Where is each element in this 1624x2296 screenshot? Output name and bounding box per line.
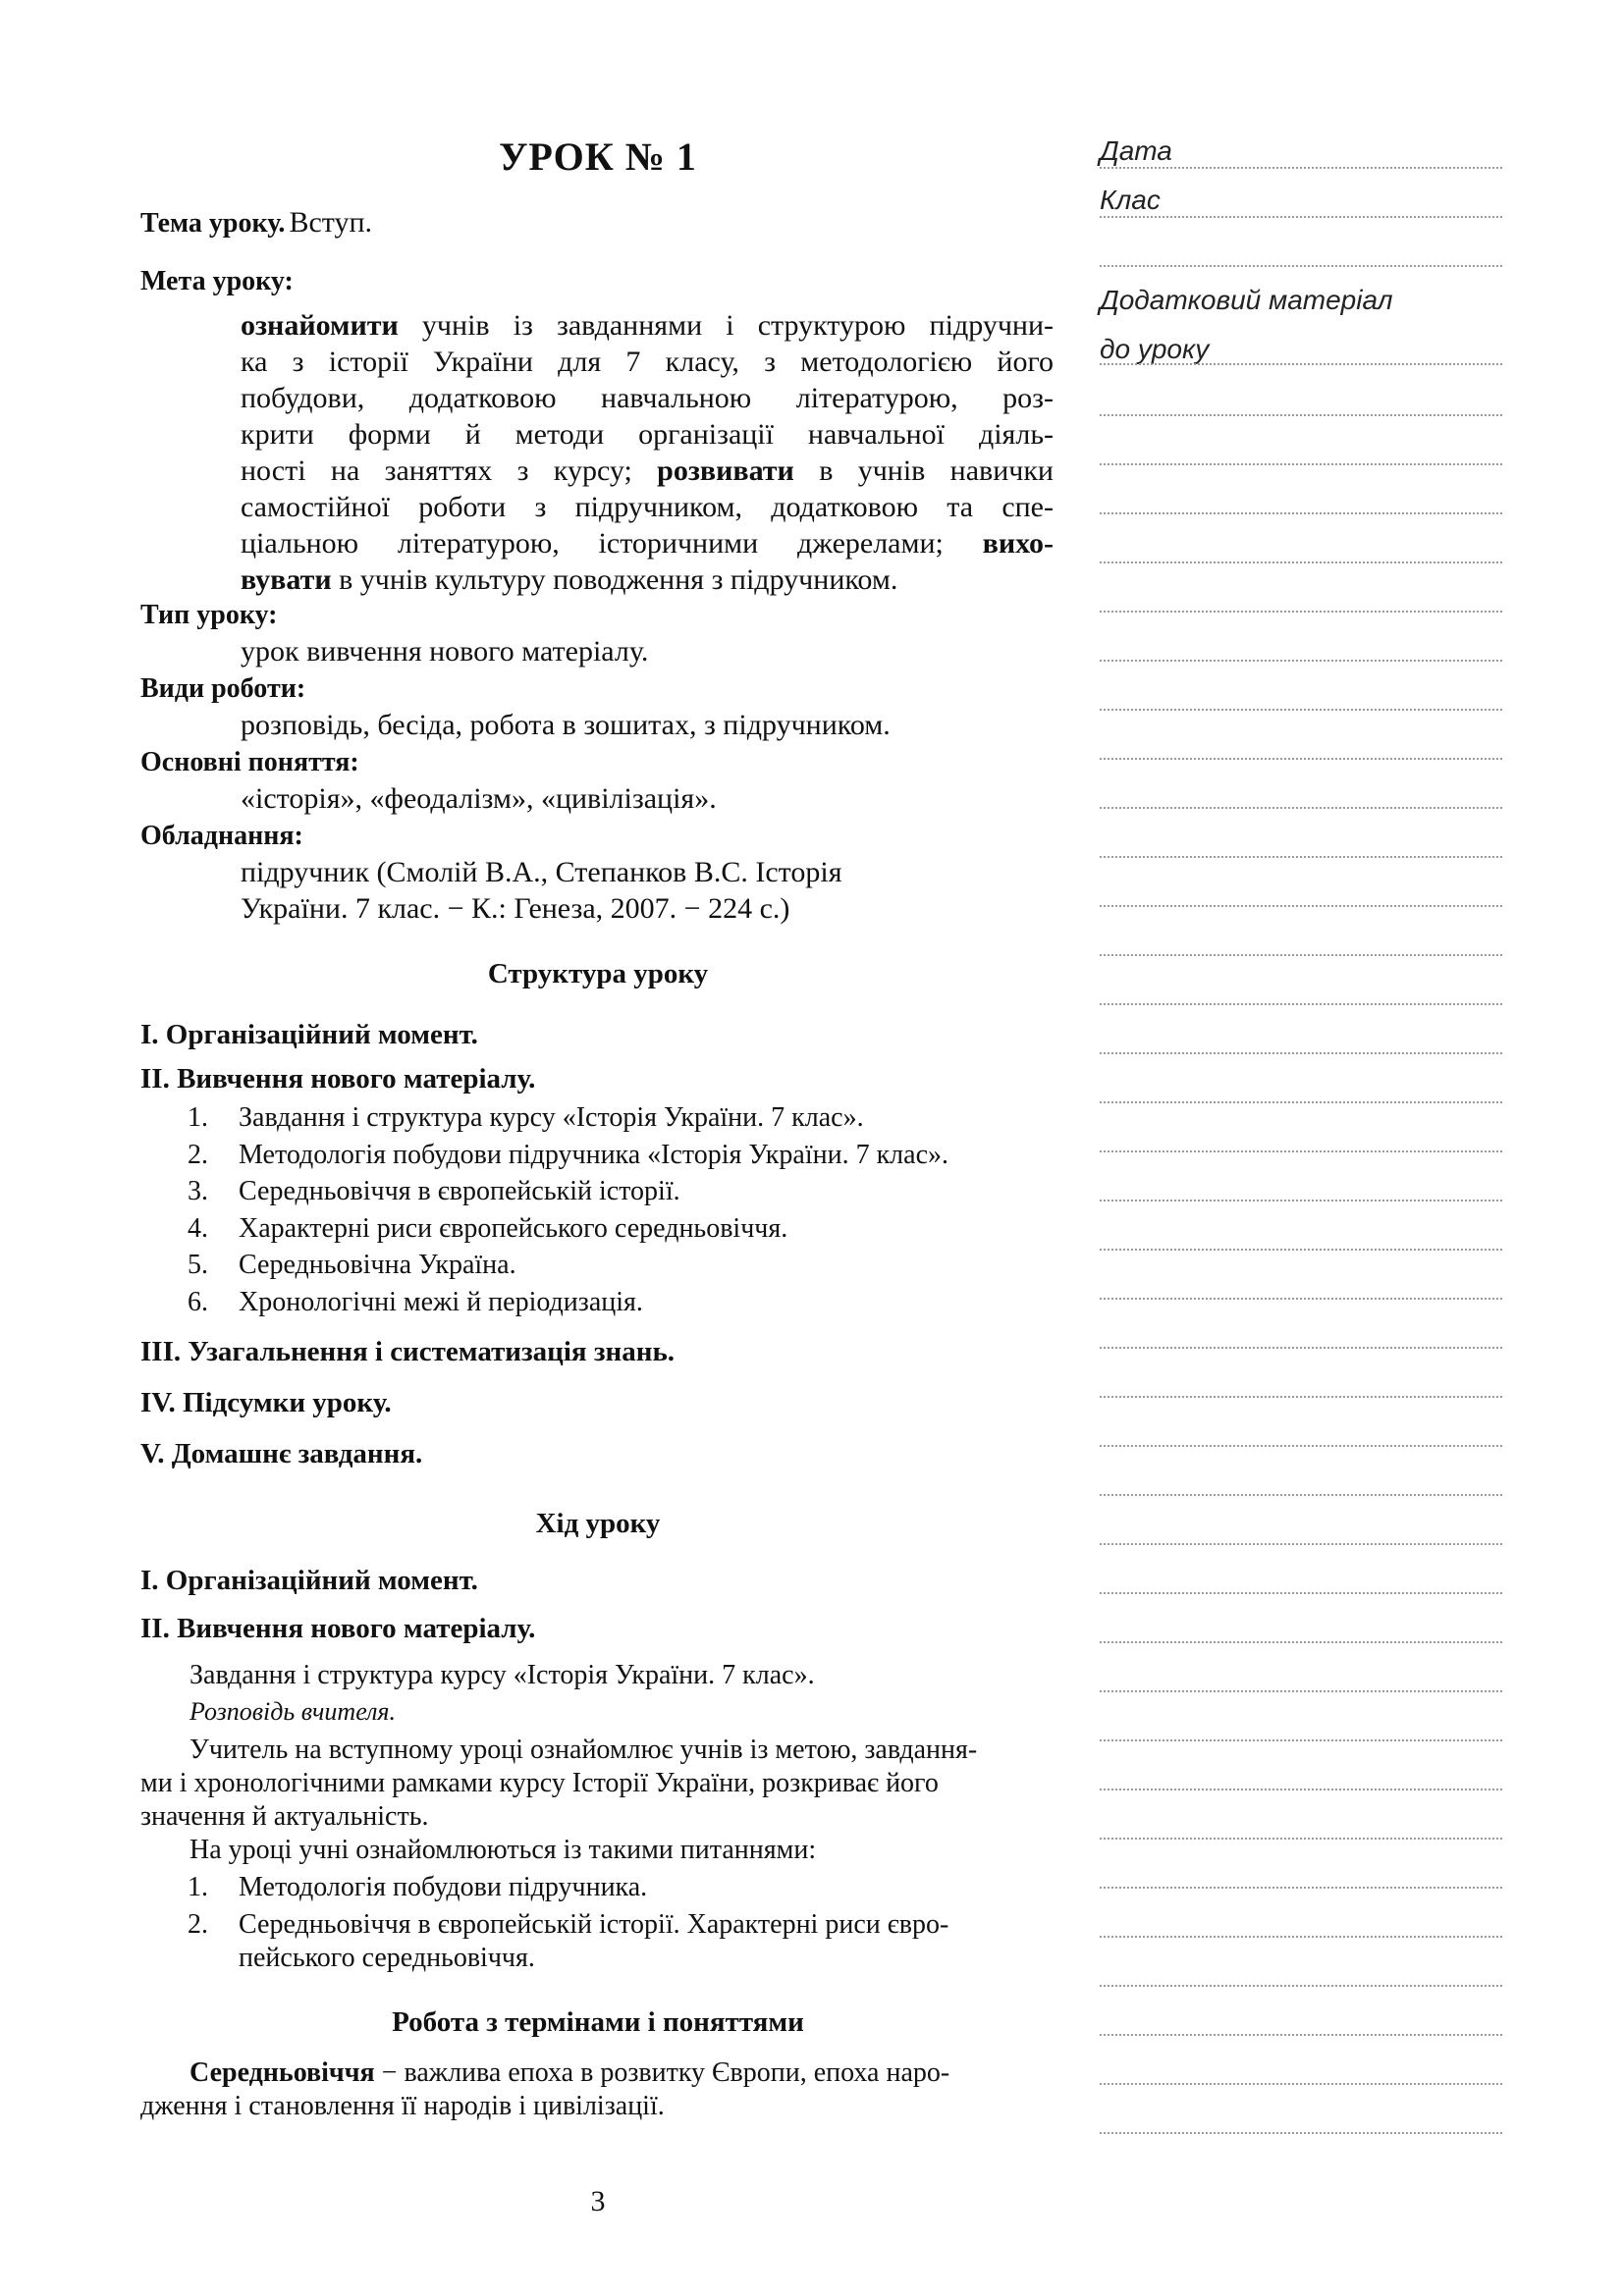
para-1-line-1: Учитель на вступному уроці ознайомлює учнів із метою, завдання- <box>189 1735 978 1765</box>
equipment-line-1: підручник (Смолій В.А., Степанков В.С. Історія <box>241 856 842 888</box>
class-label: Клас <box>1100 185 1161 215</box>
structure-item-text: Характерні риси європейського середньовіччя. <box>239 1212 788 1244</box>
notes-line <box>1100 1150 1502 1152</box>
notes-line <box>1100 2132 1502 2134</box>
notes-line <box>1100 611 1502 613</box>
notes-line <box>1100 905 1502 907</box>
structure-step-5: V. Домашнє завдання. <box>140 1438 423 1469</box>
goal-line <box>241 453 1054 489</box>
notes-line <box>1100 758 1502 760</box>
structure-item-text: Середньовічна Україна. <box>239 1250 516 1280</box>
work-value: розповідь, бесіда, робота в зошитах, з підручником. <box>241 709 891 741</box>
topic-label: Тема уроку. <box>140 208 286 239</box>
extra-material-label-1: Додатковий матеріал <box>1100 285 1393 315</box>
goal-keyword: вувати <box>241 563 332 596</box>
type-label: Тип уроку: <box>140 600 278 630</box>
notes-line <box>1100 2034 1502 2036</box>
notes-line <box>1100 561 1502 563</box>
notes-line <box>1100 1200 1502 1201</box>
work-label: Види роботи: <box>140 673 306 704</box>
notes-line <box>1100 1396 1502 1398</box>
notes-line <box>1100 1003 1502 1005</box>
notes-line <box>1100 1887 1502 1889</box>
teacher-story-label: Розповідь вчителя. <box>189 1697 397 1726</box>
notes-line <box>1100 1543 1502 1545</box>
notes-line <box>1100 167 1502 169</box>
notes-line <box>1100 1494 1502 1496</box>
page-number: 3 <box>590 2185 606 2217</box>
goal-keyword: вихо- <box>982 527 1054 560</box>
structure-step-3: III. Узагальнення і систематизація знань. <box>140 1336 676 1367</box>
structure-step-4: IV. Підсумки уроку. <box>140 1387 392 1418</box>
notes-line <box>1100 1838 1502 1840</box>
structure-item-text: Завдання і структура курсу «Історія України. 7 клас». <box>239 1102 864 1133</box>
equipment-label: Обладнання: <box>140 821 303 851</box>
goal-line <box>241 380 1054 416</box>
concepts-value: «історія», «феодалізм», «цивілізація». <box>241 782 717 815</box>
structure-step-2: II. Вивчення нового матеріалу. <box>140 1063 536 1095</box>
goal-text <box>241 307 1054 598</box>
notes-line <box>1100 1101 1502 1103</box>
structure-item-number: 6. <box>188 1286 208 1317</box>
structure-item-number: 2. <box>188 1139 208 1170</box>
question-2-line-2: пейського середньовіччя. <box>239 1943 535 1973</box>
goal-line <box>241 416 1054 453</box>
type-value: урок вивчення нового матеріалу. <box>241 635 649 667</box>
goal-line <box>241 489 1054 525</box>
notes-line <box>1100 414 1502 416</box>
notes-line <box>1100 1445 1502 1447</box>
course-heading: Хід уроку <box>535 1508 661 1539</box>
question-1: Методологія побудови підручника. <box>239 1872 648 1902</box>
goal-line <box>241 525 1054 561</box>
goal-keyword: розвивати <box>657 454 794 487</box>
topic-row <box>140 204 372 243</box>
notes-line <box>1100 2083 1502 2085</box>
goal-label: Мета уроку: <box>140 266 294 296</box>
notes-line <box>1100 1789 1502 1790</box>
notes-line <box>1100 363 1502 365</box>
structure-item-number: 3. <box>188 1176 208 1206</box>
structure-item-number: 4. <box>188 1212 208 1244</box>
notes-line <box>1100 1249 1502 1251</box>
term-definition-line-1 <box>189 2056 949 2090</box>
structure-item-number: 5. <box>188 1250 208 1280</box>
notes-line <box>1100 660 1502 662</box>
concepts-label: Основні поняття: <box>140 747 359 777</box>
notes-line <box>1100 1985 1502 1987</box>
goal-line <box>241 561 1054 598</box>
equipment-line-2: України. 7 клас. − К.: Генеза, 2007. − 224 с.) <box>241 892 790 925</box>
goal-text-run: побудови, додатковою навчальною літературою, роз- <box>241 382 1054 414</box>
notes-line <box>1100 1690 1502 1692</box>
goal-text-run: учнів із завданнями і структурою підручни- <box>398 309 1054 342</box>
goal-text-run: в учнів культуру поводження з підручником. <box>331 563 898 596</box>
notes-line <box>1100 463 1502 465</box>
notes-line <box>1100 512 1502 514</box>
date-label: Дата <box>1100 135 1172 166</box>
structure-step-1: I. Організаційний момент. <box>140 1019 478 1050</box>
structure-item-text: Хронологічні межі й періодизація. <box>239 1286 643 1317</box>
goal-text-run: ності на заняттях з курсу; <box>241 454 658 487</box>
course-step-1: I. Організаційний момент. <box>140 1565 478 1596</box>
question-1-number: 1. <box>188 1872 208 1902</box>
goal-keyword: ознайомити <box>241 309 399 342</box>
notes-line <box>1100 1641 1502 1643</box>
question-2-line-1: Середньовіччя в європейській історії. Характерні риси євро- <box>239 1909 949 1940</box>
para-2: На уроці учні ознайомлюються із такими питаннями: <box>189 1835 817 1865</box>
goal-line <box>241 307 1054 344</box>
structure-item-text: Методологія побудови підручника «Історія України. 7 клас». <box>239 1139 949 1170</box>
notes-line <box>1100 856 1502 858</box>
course-subtopic: Завдання і структура курсу «Історія України. 7 клас». <box>189 1660 815 1690</box>
notes-line <box>1100 1592 1502 1594</box>
extra-material-label-2: до уроку <box>1100 334 1210 364</box>
notes-line <box>1100 807 1502 809</box>
goal-text-run: самостійної роботи з підручником, додатковою та спе- <box>241 491 1054 523</box>
topic-value: Вступ. <box>289 206 373 239</box>
question-2-number: 2. <box>188 1909 208 1940</box>
terms-heading: Робота з термінами і поняттями <box>392 2006 804 2038</box>
goal-line <box>241 344 1054 380</box>
term-definition-line-2: дження і становлення її народів і цивілізації. <box>140 2091 665 2121</box>
goal-text-run: в учнів навички <box>793 454 1054 487</box>
notes-line <box>1100 216 1502 218</box>
goal-text-run: крити форми й методи організації навчальної діяль- <box>241 418 1054 451</box>
notes-line <box>1100 1347 1502 1349</box>
lesson-title: УРОК № 1 <box>499 134 697 179</box>
goal-text-run: ціальною літературою, історичними джерелами; <box>241 527 983 560</box>
term-definition-start: − важлива епоха в розвитку Європи, епоха наро- <box>374 2057 950 2088</box>
notes-line <box>1100 1936 1502 1938</box>
para-1-line-3: значення й актуальність. <box>140 1801 429 1832</box>
notes-line <box>1100 954 1502 956</box>
course-step-2: II. Вивчення нового матеріалу. <box>140 1613 536 1644</box>
notes-line <box>1100 1052 1502 1054</box>
structure-heading: Структура уроку <box>487 958 709 989</box>
goal-text-run: ка з історії України для 7 класу, з методологією його <box>241 346 1054 378</box>
notes-line <box>1100 1298 1502 1300</box>
notes-line <box>1100 265 1502 267</box>
term-name: Середньовіччя <box>189 2057 375 2088</box>
notes-line <box>1100 709 1502 711</box>
structure-item-text: Середньовіччя в європейській історії. <box>239 1176 680 1206</box>
structure-item-number: 1. <box>188 1102 208 1133</box>
notes-line <box>1100 1739 1502 1741</box>
para-1-line-2: ми і хронологічними рамками курсу Історії України, розкриває його <box>140 1768 939 1798</box>
